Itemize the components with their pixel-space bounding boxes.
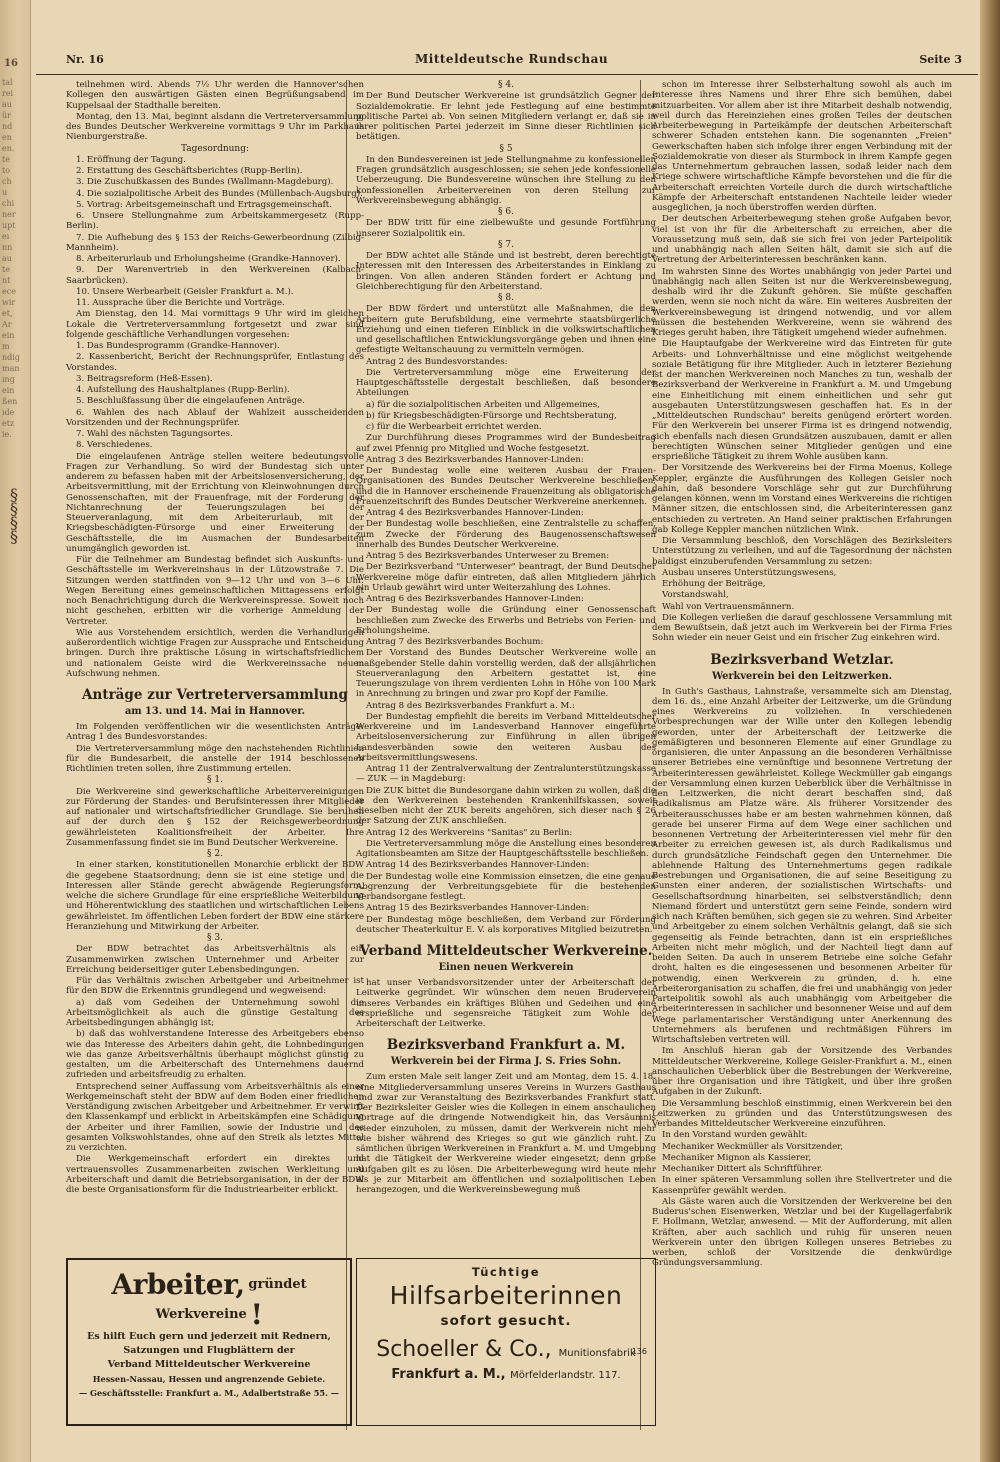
- paragraph: 2. Kassenbericht, Bericht der Rechnungsprüfer, Entlastung des Vorstandes.: [66, 352, 364, 373]
- paragraph: Tagesordnung:: [180, 143, 250, 154]
- article-subheading: Werkverein bei den Leitzwerken.: [711, 670, 893, 682]
- book-binding-edge: [980, 0, 1000, 1462]
- paragraph: Antrag 8 des Bezirksverbandes Frankfurt a. M.:: [366, 700, 575, 711]
- ad-line: Satzungen und Flugblättern der: [123, 1345, 295, 1356]
- paragraph: Im wahrsten Sinne des Wortes unabhängig von jeder Partei und unabhängig nach allen Seiten ist nur die Werkvereinsbewegung, deshalb wird ihr die Zukunft gehören. Sie müßte geschaffen werden, wenn sie noch nicht da wäre. Ein weiteres Ausbreiten der Werkvereinsbewegung ist dringend notwendig, und vor allem müssen die bestehenden Werkvereine, wenn sie während des Krieges geruht haben, ihre Tätigkeit umgehend wieder aufnehmen.: [652, 266, 952, 338]
- paragraph: Der Bundestag möge beschließen, dem Verband zur Förderung deutscher Theaterkultur E. V. als korporatives Mitglied beizutreten.: [356, 914, 656, 935]
- paragraph: c) für die Werbearbeit errichtet werden.: [366, 422, 542, 432]
- paragraph: Der Bundestag empfiehlt die bereits im Verband Mitteldeutscher Werkvereine und im Landesverband Hannover eingeführte Arbeitslosenversicherung zur Einführung in allen übrigen Landesverbänden sowie den weiteren Ausbau des Arbeitsvermittlungswesens.: [356, 711, 656, 763]
- paragraph: Der Vorstand des Bundes Deutscher Werkvereine wolle an maßgebender Stelle dahin vorstellig werden, daß der allsjährlichen Steuerveranlagung den Arbeitern gestattet ist, eine Teuerungszulage von ihrem verdienten Lohn in Höhe von 100 Mark in Anrechnung zu bringen und zwar pro Kopf der Familie.: [356, 648, 656, 700]
- masthead: [36, 44, 978, 75]
- paragraph: Der BDW achtet alle Stände und ist bestrebt, deren berechtigte Interessen mit den Interessen des Arbeiterstandes in Einklang zu bringen. Von allen anderen Ständen fordert er Achtung und Gleichberechtigung für den Arbeiterstand.: [356, 251, 656, 292]
- paragraph: a) daß vom Gedeihen der Unternehmung sowohl die Arbeitsmöglichkeit als auch die günstige Gestaltung des Arbeitsbedingungen abhängig ist;: [66, 997, 364, 1028]
- paragraph: hat unser Verbandsvorsitzender unter der Arbeiterschaft der Leitwerke gegründet. Wir wünschen dem neuen Bruderverein unseres Verbandes ein kräftiges Blühen und Gedeihen und eine ersprießliche und segensreiche Tätigkeit zum Wohle der Arbeiterschaft der Leitwerke.: [356, 978, 656, 1029]
- paragraph: § 1.: [207, 775, 223, 786]
- article-heading: Bezirksverband Wetzlar.: [710, 651, 894, 668]
- article-heading: Bezirksverband Frankfurt a. M.: [386, 1037, 626, 1054]
- paragraph: Vorstandswahl,: [662, 590, 729, 601]
- paragraph: Der BDW betrachtet das Arbeitsverhältnis als ein Zusammenwirken zwischen Unternehmer und Arbeiter zur Erreichung beiderseitiger guter Lebensbedingungen.: [66, 944, 364, 975]
- paragraph: 4. Die sozialpolitische Arbeit des Bundes (Müllenbach-Augsburg).: [76, 188, 363, 199]
- paragraph: Die Kollegen verließen die darauf geschlossene Versammlung mit dem Bewußtsein, daß jetzt auch im Werkverein bei der Firma Fries Sohn wieder ein neuer Geist und ein frischer Zug einkehren wird.: [652, 612, 952, 644]
- article-subheading: Einen neuen Werkverein: [438, 962, 574, 973]
- paragraph: § 5: [499, 143, 513, 154]
- paragraph: Zur Durchführung dieses Programmes wird der Bundesbeitrag auf zwei Pfennig pro Mitglied und Woche festgesetzt.: [356, 433, 656, 454]
- paragraph: 5. Vortrag: Arbeitsgemeinschaft und Ertragsgemeinschaft.: [76, 199, 332, 210]
- paragraph: b) daß das wohlverstandene Interesse des Arbeitgebers ebenso wie das Interesse des Arbeiters dahin geht, die Lohnbedingungen wie das ganze Arbeitsverhältnis überhaupt möglichst günstig zu gestalten, um die Arbeiterschaft des Unternehmens dauernd zufrieden und arbeitsfreudig zu erhalten.: [66, 1029, 364, 1081]
- paragraph: 11. Aussprache über die Berichte und Vorträge.: [76, 298, 285, 308]
- adjacent-page-number: 16: [4, 58, 18, 69]
- ad-headline-mark: !: [250, 1298, 263, 1331]
- ad-code: 136: [631, 1347, 647, 1356]
- newspaper-title: Mitteldeutsche Rundschau: [415, 52, 609, 66]
- paragraph: Ausbau unseres Unterstützungswesens,: [662, 567, 837, 578]
- ad-headline-rest: gründet Werkvereine: [155, 1277, 307, 1322]
- article-heading: Verband Mitteldeutscher Werkvereine.: [359, 943, 653, 959]
- paragraph: Mechaniker Dittert als Schriftführer.: [662, 1164, 823, 1174]
- paragraph: § 4.: [498, 80, 514, 90]
- paragraph: 1. Eröffnung der Tagung.: [76, 154, 186, 165]
- paragraph: Der Bundestag wolle eine Kommission einsetzen, die eine genaue Abgrenzung der Verbreitungsgebiete für die bestehenden Verbandsorgane festlegt.: [356, 871, 656, 902]
- paragraph: 7. Die Aufhebung des § 153 der Reichs-Gewerbeordnung (Zilbig-Mannheim).: [66, 232, 364, 253]
- paragraph: 2. Erstattung des Geschäftsberichtes (Rupp-Berlin).: [76, 166, 303, 176]
- paragraph: 6. Unsere Stellungnahme zum Arbeitskammergesetz (Rupp-Berlin).: [66, 211, 364, 232]
- paragraph: 9. Der Warenvertrieb in den Werkvereinen (Kalbach-Saarbrücken).: [66, 265, 364, 286]
- paragraph: Die Vertreterversammlung möge die Anstellung eines besonderen Agitationsbeamten am Sitze der Hauptgeschäftsstelle beschließen.: [356, 838, 656, 859]
- adjacent-page-edge: [0, 0, 31, 1462]
- paragraph: Der Vorsitzende des Werkvereins bei der Firma Moenus, Kollege Keppler, ergänzte die Ausführungen des Kollegen Geisler noch dahin, daß besondere Vorschläge sehr gut zur Durchführung gelangen können, wenn im Vorstand eines Werkvereins die richtigen Männer sitzen, die entschlossen sind, die Arbeiterinteressen ganz entschieden zu vertreten. An Hand seiner praktischen Erfahrungen gab Kollege Keppler manchen nützlichen Wink.: [652, 463, 952, 535]
- ad-company-type: Munitionsfabrik: [558, 1348, 636, 1359]
- paragraph: Die Versammlung beschloß, den Vorschlägen des Bezirksleiters Unterstützung zu verleihen, und auf die Tagesordnung der nächsten baldigst einzuberufenden Versammlung zu setzen:: [652, 536, 952, 567]
- paragraph: Am Dienstag, den 14. Mai vormittags 9 Uhr wird im gleichen Lokale die Vertreterversammlung fortgesetzt und zwar sind folgende geschäftliche Verhandlungen vorgesehen:: [66, 309, 364, 340]
- ad-kicker: Tüchtige: [471, 1265, 541, 1279]
- paragraph: Antrag 15 des Bezirksverbandes Hannover-Linden:: [366, 903, 590, 914]
- paragraph: In einer starken, konstitutionellen Monarchie erblickt der BDW die gegebene Staatsordnung; denn sie ist eine stetige und die Interessen aller Stände gerecht abwägende Regierungsform, welche die sichere Grundlage für eine ersprießliche Weiterbildung und Höherentwicklung des staatlichen und wirtschaftlichen Lebens gewährleistet. Im öffentlichen Leben fordert der BDW eine stärkere Heranziehung und Mitwirkung der Arbeiter.: [66, 860, 364, 932]
- paragraph: Im Anschluß hieran gab der Vorsitzende des Verbandes Mitteldeutscher Werkvereine, Kollege Geisler-Frankfurt a. M., einen anschaulichen Ueberblick über die Bestrebungen der Werkvereine, über ihre Organisation und ihre Tätigkeit, und über ihre großen Aufgaben in der Zukunft.: [652, 1046, 952, 1098]
- paragraph: Die Hauptaufgabe der Werkvereine wird das Eintreten für gute Arbeits- und Lohnverhältnisse und eine möglichst weitgehende soziale Betätigung für ihre Mitglieder. Auch in letzterer Beziehung ist der manchen Werkvereinen noch Manches zu tun, weshalb der Bezirksverband der Werkvereine in Frankfurt a. M. und Umgebung eine Einheitlichung mit einem einheitlichen und sehr gut ausgebauten Unterstützungswesen geschaffen hat. Es in der „Mitteldeutschen Rundschau" bereits genügend erörtert worden. Für den Werkverein bei unserer Firma ist es dringend notwendig, sich ebenfalls nach diesen Grundsätzen auszubauen, damit er allen berechtigten Wünschen seiner Mitglieder genügen und eine ersprießliche Tätigkeit zu ihrem Wohle ausüben kann.: [652, 339, 952, 462]
- paragraph: 3. Beitragsreform (Heß-Essen).: [76, 373, 213, 384]
- paragraph: § 7.: [498, 239, 514, 250]
- paragraph: Der BDW fördert und unterstützt alle Maßnahmen, die den Arbeitern gute Berufsbildung, eine vermehrte staatsbürgerliche Erziehung und einen tieferen Einblick in die volkswirtschaftlichen und gesellschaftlichen Entwicklungsvorgänge geben und ihnen eine gefestigte Weltanschauung zu vermitteln vermögen.: [356, 304, 656, 356]
- ad-line: Verband Mitteldeutscher Werkvereine: [107, 1359, 311, 1370]
- paragraph: Antrag 5 des Bezirksverbandes Unterweser zu Bremen:: [366, 551, 610, 561]
- article-heading: Anträge zur Vertreterversammlung: [82, 687, 348, 703]
- paragraph: teilnehmen wird. Abends 7½ Uhr werden die Hannover'schen Kollegen den auswärtigen Gästen einen Begrüßungsabend im Kuppelsaal der Stadthalle bereiten.: [66, 80, 364, 111]
- ad-headline: [68, 1270, 350, 1330]
- paragraph: § 6.: [498, 207, 514, 217]
- paragraph: Zum ersten Male seit langer Zeit und am Montag, dem 15. 4. 18. eine Mitgliederversammlung unseres Vereins in Wurzers Gasthaus und zwar zur Veranstaltung des Bezirksverbandes Frankfurt statt. Der Bezirksleiter Geisler wies die Kollegen in einem anschaulichen Vortrage auf die dringende Notwendigkeit hin, das Versäumnis wieder einzuholen, zu müssen, damit der Werkverein nicht mehr wie bisher während des Krieges so gut wie gänzlich ruht. Zu sämtlichen übrigen Werkvereinen in Frankfurt a. M. und Umgebung hat die Tätigkeit der Werkvereine wieder eingesetzt; denn große Aufgaben gilt es zu lösen. Die Arbeiterbewegung wird heute mehr als je zur Mitarbeit am öffentlichen und sozialpolitischen Leben herangezogen, und die Werkvereinsbewegung muß: [356, 1072, 656, 1195]
- paragraph: Antrag 11 der Zentralverwaltung der Zentralunterstützungskasse — ZUK — in Magdeburg:: [356, 764, 656, 785]
- paragraph: Der Bundestag wolle eine weiteren Ausbau der Frauen-Organisationen des Bundes Deutscher Werkvereine beschließen, und die in Hannover erscheinende Frauenzeitung als obligatorische Frauenzeitschrift des Bundes Deutscher Werkvereine anerkennen.: [356, 466, 656, 507]
- paragraph: Der deutschen Arbeiterbewegung stehen große Aufgaben bevor, viel ist von ihr für die Arbeiterschaft zu erreichen, aber die Voraussetzung muß sein, daß sie sich frei von jeder Parteipolitik und unabhängig nach allen Seiten hält, damit sie sich auf die Vertretung der Arbeiterinteressen beschränken kann.: [652, 214, 952, 266]
- ad-headline: Hilfsarbeiterinnen: [389, 1281, 623, 1310]
- issue-number: Nr. 16: [66, 52, 104, 66]
- paragraph: Antrag 6 des Bezirksverbandes Hannover-Linden:: [366, 594, 584, 604]
- paragraph: § 3.: [207, 933, 223, 943]
- paragraph: In den Bundesvereinen ist jede Stellungnahme zu konfessionellen Fragen grundsätzlich ausgeschlossen; sie sehen jede konfessionelle Ueberzeugung. Die Bundesvereine wünschen ihre Stellung zu den konfessionellen Arbeitervereinen von deren Stellung zur Werkvereinsbewegung abhängig.: [356, 154, 656, 206]
- paragraph: Der Bezirksverband "Unterweser" beantragt, der Bund Deutscher Werkvereine möge dafür eintreten, daß allen Mitgliedern jährlich ein Urlaub gewährt wird unter Weiterzahlung des Lohnes.: [356, 562, 656, 593]
- paragraph: Entsprechend seiner Auffassung vom Arbeitsverhältnis als einer Werkgemeinschaft steht der BDW auf dem Boden einer friedlichen Verständigung zwischen Arbeitgeber und Arbeitnehmer. Er verwirft den Klassenkampf und erblickt in Arbeitskämpfen eine Schädigung der Arbeiter und ihrer Familien, sowie der Industrie und des gesamten Volkswohlstandes, ohne auf den Streik als letztes Mittel zu verzichten.: [66, 1081, 364, 1153]
- adjacent-page-text-fragment: tal rei au ür nd en en. te to ch u chi ner upt eı nn au te nt ece wir et, Ar ein m ndig man ıng ein ßen ıde etz ie.: [2, 78, 20, 439]
- paragraph: Antrag 14 des Bezirksverbandes Hannover-Linden:: [366, 860, 590, 871]
- ad-line: Es hilft Euch gern und jederzeit mit Rednern,: [87, 1331, 331, 1342]
- paragraph: Die ZUK bittet die Bundesorgane dahin wirken zu wollen, daß die in den Werkvereinen bestehenden Krankenhilfskassen, soweit dieselben nicht der ZUK bereits angehören, sich dieser nach § 26 der Satzung der ZUK anschließen.: [356, 785, 656, 827]
- paragraph: Mechaniker Mignon als Kassierer,: [662, 1152, 812, 1163]
- article-subheading: am 13. und 14. Mai in Hannover.: [124, 706, 306, 717]
- page-number: Seite 3: [919, 52, 962, 66]
- paragraph: 8. Arbeiterurlaub und Erholungsheime (Grandke-Hannover).: [76, 254, 341, 264]
- paragraph: schon im Interesse ihrer Selbsterhaltung sowohl als auch im Interesse ihres Namens und ihrer Ehre sich bemühen, dabei mitzuarbeiten. Vor allem aber ist ihre Mitarbeit deshalb notwendig, weil durch das Hereinziehen eines großen Teiles der deutschen Arbeiterbewegung in Parteikämpfe der deutschen Arbeiterschaft schwerer Schaden entstehen kann. Die sogenannten „Freien" Gewerkschaften haben sich infolge ihrer engen Verbindung mit der Sozialdemokratie von dieser als Sturmbock in ihrem Kampfe gegen das Unternehmertum gebrauchen lassen, sodaß leider nach dem Kriege schwere wirtschaftliche Kämpfe bevorstehen und die für die Arbeiterschaft erreichten Vorteile durch die durch wirtschaftliche Kämpfe der Arbeiterschaft entstandenen Nachteile leider wieder ausgeglichen, ja noch überstroffen werden dürften.: [652, 80, 952, 213]
- advertisement-hilfsarbeiterinnen: [356, 1258, 656, 1426]
- paragraph: 8. Verschiedenes.: [76, 440, 153, 451]
- paragraph: Als Gäste waren auch die Vorsitzenden der Werkvereine bei den Buderus'schen Eisenwerken, Wetzlar und bei der Kugellagerfabrik F. Hollmann, Wetzlar, anwesend. — Mit der Aufforderung, mit allen Kräften, aber auch sachlich und ruhig für unseren neuen Werkverein unter den übrigen Kollegen unseres Betriebes zu werben, schloß der Vorsitzende die denkwürdige Gründungsversammlung.: [652, 1196, 952, 1269]
- paragraph: Antrag 3 des Bezirksverbandes Hannover-Linden:: [366, 454, 584, 465]
- paragraph: Antrag 7 des Bezirksverbandes Bochum:: [366, 637, 544, 647]
- paragraph: Die eingelaufenen Anträge stellen weitere bedeutungsvolle Fragen zur Verhandlung. So wird der Bundestag sich unter anderem zu befassen haben mit der Arbeitslosenversicherung, der Arbeitsvermittlung, mit der Errichtung von Kleinwohnungen durch Genossenschaften, mit der Frauenfrage, mit der Forderung der Nichtanrechnung der Teuerungszulagen bei der Steuerveranlagung, mit dem Arbeiterurlaub, mit der Kriegsbeschädigten-Fürsorge und einer Erweiterung der Geschäftsstelle, die im Ausmachen der Bundesarbeiten unumgänglich geworden ist.: [66, 451, 364, 554]
- ad-headline-main: Arbeiter,: [111, 1268, 245, 1301]
- paragraph: 7. Wahl des nächsten Tagungsortes.: [76, 429, 233, 439]
- advertisement-werkvereine: [66, 1258, 352, 1426]
- paragraph: Erhöhung der Beiträge,: [662, 579, 766, 589]
- paragraph: Der Bundestag wolle die Gründung einer Genossenschaft beschließen zum Zwecke des Erwerbs und Betriebs von Ferien- und Erholungsheime.: [356, 605, 656, 636]
- paragraph: Wahl von Vertrauensmännern.: [662, 601, 795, 612]
- paragraph: a) für die sozialpolitischen Arbeiten und Allgemeines,: [366, 399, 600, 410]
- paragraph: § 2.: [207, 849, 223, 859]
- paragraph: § 8.: [498, 293, 514, 303]
- paragraph: Antrag 12 des Werkvereins "Sanitas" zu Berlin:: [366, 827, 573, 838]
- paragraph: In Guth's Gasthaus, Lahnstraße, versammelte sich am Dienstag, dem 16. ds., eine Anzahl Arbeiter der Leitzwerke, um die Gründung eines Werkvereins zu vollziehen. In verschiedenen Vorbesprechungen war der Wille unter den Kollegen lebendig geworden, unter der Arbeiterschaft der Leitzwerke die gemäßigteren und besonneren Elemente auf einer Grundlage zu organisieren, die unter Anpassung an die besonderen Verhältnisse unserer Betriebes eine vernünftige und besonnene Vertretung der Arbeiterinteressen gewährleistet. Kollege Weckmüller gab eingangs der Versammlung einen kurzen Ueberblick über die Verhältnisse in den Leitzwerken, die nicht derart beschaffen sind, daß Radikalismus am Platze wäre. Als früherer Vorsitzender des Arbeiterausschusses habe er am besten wahrnehmen können, daß gerade bei unserer Firma auf dem Wege einer sachlichen und besonnenen Vertretung der Arbeiterinteressen viel mehr für den Arbeiter zu erreichen gewesen ist, als durch Radikalismus und durch grundsätzliche Feindschaft gegen den Unternehmer. Die ablehnende Haltung des Unternehmertums gegen radikale Bestrebungen und Organisationen, die auf seine Beseitigung zu Gunsten einer anderen, der sozialistischen Wirtschafts- und Gesellschaftsordnung hinarbeiten, sei selbstverständlich; denn Niemand fördert und unterstützt gern seine Feinde, sondern wird sich nach Kräften bemühen, sich gegen sie zu wehren. Sind Arbeiter und Arbeitgeber zu einem solchen Verhältnis gelangt, daß sie sich gegenseitig als Feinde betrachten, dann ist ein ersprießliches Arbeiten nicht mehr möglich, und der Nachteil liegt dann auf beiden Seiten. Da auch in unserem Betriebe eine solche Gefahr droht, halten es die eingesessenen und besonnenen Arbeiter für notwendig, einen Werkverein zu gründen, d. h. eine Arbeiterorganisation zu schaffen, die frei und unabhängig von jeder Parteipolitik sowohl als auch unabhängig vom Arbeitgeber die Arbeiterinteressen in sachlicher und besonnener Weise und auf dem Wege parlamentarischer Verständigung unter Anerkennung des Unternehmers als berufenen und rechtmäßigen Führers im Wirtschaftsleben vertreten will.: [652, 686, 952, 1045]
- paragraph: In einer späteren Versammlung sollen ihre Stellvertreter und die Kassenprüfer gewählt werden.: [652, 1175, 952, 1196]
- column-3: [652, 80, 952, 1269]
- column-2: [356, 80, 656, 1250]
- paragraph: 10. Unsere Werbearbeit (Geisler Frankfurt a. M.).: [76, 286, 294, 297]
- paragraph: Antrag 4 des Bezirksverbandes Hannover-Linden:: [366, 508, 584, 518]
- paragraph: 5. Beschlußfassung über die eingelaufenen Anträge.: [76, 396, 305, 407]
- paragraph: Wie aus Vorstehendem ersichtlich, werden die Verhandlungen außerordentlich wichtige Fragen zur Aussprache und Entscheidung bringen. Durch ihre praktische Lösung in wirtschaftsfriedlichem und nationalem Geiste wird die Werkvereinssache neuen Aufschwung nehmen.: [66, 627, 364, 679]
- newspaper-page: [36, 44, 978, 1444]
- column-1: [66, 80, 364, 1250]
- ad-line: Hessen-Nassau, Hessen und angrenzende Gebiete.: [92, 1374, 326, 1384]
- article-subheading: Werkverein bei der Firma J. S. Fries Sohn.: [390, 1056, 622, 1068]
- ad-company-name: Schoeller & Co.,: [376, 1337, 552, 1362]
- ad-address: [357, 1367, 655, 1382]
- paragraph: Die Versammlung beschloß einstimmig, einen Werkverein bei den Leitzwerken zu gründen und das Unterstützungswesen des Verbandes Mitteldeutscher Werkvereine einzuführen.: [652, 1098, 952, 1129]
- paragraph: In den Vorstand wurden gewählt:: [662, 1130, 808, 1141]
- paragraph: Der BDW tritt für eine zielbewußte und gesunde Fortführung unserer Sozialpolitik ein.: [356, 218, 656, 239]
- paragraph: 6. Wahlen des nach Ablauf der Wahlzeit ausscheidenden Vorsitzenden und der Rechnungsprüfer.: [66, 407, 364, 428]
- paragraph: Die Werkgemeinschaft erfordert ein direktes und vertrauensvolles Zusammenarbeiten zwischen Werkleitung und Arbeiterschaft und damit die Betriebsorganisation, in der der BDW die beste Organisationsform für die Industriearbeiter erblickt.: [66, 1154, 364, 1195]
- paragraph: b) für Kriegsbeschädigten-Fürsorge und Rechtsberatung,: [366, 410, 617, 421]
- paragraph: Der Bund Deutscher Werkvereine ist grundsätzlich Gegner der Sozialdemokratie. Er lehnt jede Festlegung auf eine bestimmte politische Partei ab. Von seinen Mitgliedern verlangt er, daß sie in ihrer politischen Partei jederzeit im Sinne dieser Richtlinien sich betätigen.: [356, 91, 656, 143]
- paragraph: Mechaniker Weckmüller als Vorsitzender,: [662, 1141, 844, 1152]
- ad-subline: sofort gesucht.: [440, 1313, 572, 1329]
- ad-city: Frankfurt a. M.,: [391, 1367, 506, 1382]
- paragraph: 1. Das Bundesprogramm (Grandke-Hannover).: [76, 341, 280, 351]
- paragraph: Die Werkvereine sind gewerkschaftliche Arbeitervereinigungen zur Förderung der Standes- und Berufsinteressen ihrer Mitglieder auf nationaler und wirtschaftsfriedlicher Grundlage. Sie beruhen auf der durch den § 152 der Reichsgewerbeordnung gewährleisteten Koalitionsfreiheit der Arbeiter. Ihre Zusammenfassung findet sie im Bund Deutscher Werkvereine.: [66, 786, 364, 848]
- ad-company: [357, 1337, 655, 1367]
- paragraph: Die Vertreterversammlung möge den nachstehenden Richtlinien für die Bundesarbeit, die anstelle der 1914 beschlossenen Richtlinien treten sollen, ihre Zustimmung erteilen.: [66, 743, 364, 774]
- ad-line: — Geschäftsstelle: Frankfurt a. M., Adalbertstraße 55. —: [79, 1388, 339, 1398]
- paragraph: Antrag 2 des Bundesvorstandes:: [366, 356, 508, 367]
- paragraph: Der Bundestag wolle beschließen, eine Zentralstelle zu schaffen, zum Zwecke der Förderung des Baugenossenschaftswesen innerhalb des Bundes Deutscher Werkvereine.: [356, 519, 656, 550]
- ad-street: Mörfelderlandstr. 117.: [510, 1370, 621, 1381]
- paragraph: Die Vertreterversammlung möge eine Erweiterung der Hauptgeschäftsstelle dergestalt beschließen, daß besondere Abteilungen: [356, 367, 656, 399]
- paragraph: Montag, den 13. Mai, beginnt alsdann die Vertreterversammlung des Bundes Deutscher Werkvereine vormittags 9 Uhr im Parkhaus Nienburgerstraße.: [66, 111, 364, 143]
- paragraph: Im Folgenden veröffentlichen wir die wesentlichsten Anträge: Antrag 1 des Bundesvorstandes:: [66, 722, 364, 743]
- decorative-ornament: § § § §: [10, 485, 18, 546]
- paragraph: Für das Verhältnis zwischen Arbeitgeber und Arbeitnehmer ist für den BDW die Erkenntnis grundlegend und wegweisend:: [66, 976, 364, 997]
- paragraph: Für die Teilnehmer am Bundestag befindet sich Auskunfts- und Geschäftsstelle im Werkvereinshaus in der Lützowstraße 7. Die Sitzungen werden stattfinden von 9—12 Uhr und von 3—6 Uhr. Wegen Bereitung eines gemeinschaftlichen Mittagessens erfolgt noch Benachrichtigung durch die Werkvereinspresse. Soweit noch nicht geschehen, erbitten wir die vorherige Anmeldung der Vertreter.: [66, 555, 364, 627]
- paragraph: 4. Aufstellung des Haushaltplanes (Rupp-Berlin).: [76, 385, 290, 395]
- paragraph: 3. Die Zuschußkassen des Bundes (Wallmann-Magdeburg).: [76, 177, 334, 188]
